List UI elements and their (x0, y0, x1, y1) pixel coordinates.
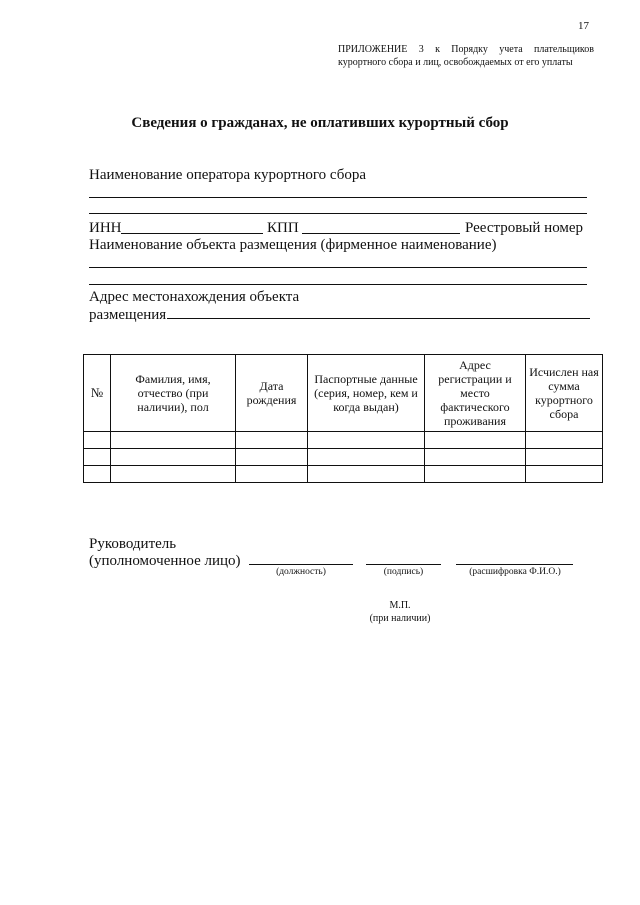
table-cell[interactable] (425, 466, 526, 483)
table-row (84, 432, 603, 449)
table-cell[interactable] (526, 449, 603, 466)
stamp-label: М.П. (389, 600, 411, 611)
col-number: № (84, 355, 111, 432)
col-full-name: Фамилия, имя, отчество (при наличии), пол (111, 355, 236, 432)
table-cell[interactable] (526, 466, 603, 483)
table-cell[interactable] (111, 466, 236, 483)
table-cell[interactable] (84, 432, 111, 449)
name-field[interactable] (456, 564, 573, 565)
address-field[interactable] (167, 318, 590, 319)
table-cell[interactable] (236, 432, 308, 449)
facility-line-1[interactable] (89, 267, 587, 268)
col-passport: Паспортные данные (серия, номер, кем и когда выдан) (308, 355, 425, 432)
table-cell[interactable] (308, 449, 425, 466)
page-number: 17 (578, 20, 589, 32)
document-title: Сведения о гражданах, не оплативших курортный сбор (131, 115, 509, 131)
facility-line-2[interactable] (89, 284, 587, 285)
position-field[interactable] (249, 564, 353, 565)
table-cell[interactable] (111, 449, 236, 466)
address-label-cont: размещения (89, 307, 167, 323)
kpp-label: КПП (267, 220, 299, 236)
table-header-row (84, 355, 603, 432)
table-cell[interactable] (425, 432, 526, 449)
table-cell[interactable] (236, 449, 308, 466)
signature-caption: (подпись) (383, 567, 424, 577)
table-row (84, 466, 603, 483)
table-cell[interactable] (308, 432, 425, 449)
signatory-label-cont: (уполномоченное лицо) (89, 553, 241, 569)
table-cell[interactable] (526, 432, 603, 449)
table-cell[interactable] (84, 466, 111, 483)
inn-field[interactable] (121, 233, 263, 234)
stamp-note: (при наличии) (369, 613, 431, 624)
operator-line-2[interactable] (89, 213, 587, 214)
address-label: Адрес местонахождения объекта (89, 289, 300, 305)
operator-line-1[interactable] (89, 197, 587, 198)
signatory-label: Руководитель (89, 536, 177, 552)
table-cell[interactable] (308, 466, 425, 483)
operator-label: Наименование оператора курортного сбора (89, 167, 367, 183)
table-cell[interactable] (236, 466, 308, 483)
col-fee-amount: Исчислен ная сумма курортного сбора (526, 355, 603, 432)
col-birth-date: Дата рождения (236, 355, 308, 432)
name-caption: (расшифровка Ф.И.О.) (469, 567, 561, 577)
registry-label: Реестровый номер (465, 220, 584, 236)
col-address: Адрес регистрации и место фактического проживания (425, 355, 526, 432)
inn-label: ИНН (89, 220, 122, 236)
position-caption: (должность) (276, 567, 326, 577)
annex-note: ПРИЛОЖЕНИЕ 3 к Порядку учета плательщиков курортного сбора и лиц, освобождаемых от его уплаты (338, 44, 594, 68)
table-cell[interactable] (425, 449, 526, 466)
table-row (84, 449, 603, 466)
facility-label: Наименование объекта размещения (фирменное наименование) (89, 237, 497, 253)
table-cell[interactable] (111, 432, 236, 449)
signature-field[interactable] (366, 564, 441, 565)
citizens-table (83, 354, 603, 483)
table-cell[interactable] (84, 449, 111, 466)
kpp-field[interactable] (302, 233, 460, 234)
